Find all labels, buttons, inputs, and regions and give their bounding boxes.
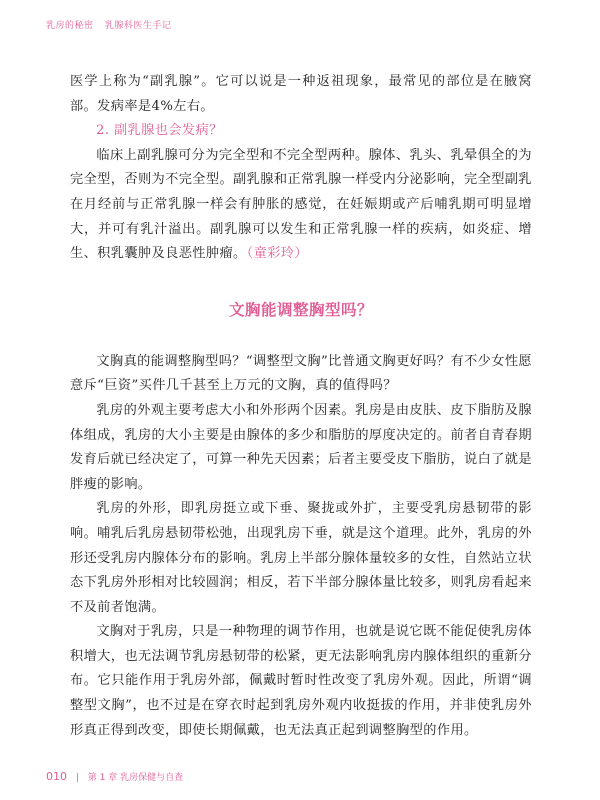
paragraph-breast-appearance: 乳房的外观主要考虑大小和外形两个因素。乳房是由皮肤、皮下脂肪及腺体组成，乳房的大小主要是由腺体的多少和脂肪的厚度决定的。前者自青春期发育后就已经决定了，可算一种先天因素；后者主要受皮下脂肪，说白了就是胖瘦的影响。	[70, 402, 532, 492]
paragraph-intro: 医学上称为“副乳腺”。它可以说是一种返祖现象，最常见的部位是在腋窝部。发病率是4%左右。	[70, 74, 532, 114]
author-credit: （童彩玲）	[246, 246, 308, 262]
section-title: 文胸能调整胸型吗？	[228, 299, 373, 319]
paragraph-text: 临床上副乳腺可分为完全型和不完全型两种。腺体、乳头、乳晕俱全的为完全型，否则为不完全型。副乳腺和正常乳腺一样受内分泌影响，完全型副乳在月经前与正常乳腺一样会有肿胀的感觉，在妊娠期或产后哺乳期可明显增大，并可有乳汁溢出。副乳腺可以发生和正常乳腺一样的疾病，如炎症、增生、积乳囊肿及良恶性肿瘤。	[70, 147, 532, 262]
paragraph-bra-question: 文胸真的能调整胸型吗？“调整型文胸”比普通文胸更好吗？有不少女性愿意斥“巨资”买件几千甚至上万元的文胸，真的值得吗？	[70, 353, 532, 394]
paragraph-breast-shape: 乳房的外形，即乳房挺立或下垂、聚拢或外扩，主要受乳房悬韧带的影响。哺乳后乳房悬韧带松弛，出现乳房下垂，就是这个道理。此外，乳房的外形还受乳房内腺体分布的影响。乳房上半部分腺体量较多的女性，自然站立状态下乳房外形相对比较圆润；相反，若下半部分腺体量比较多，则乳房看起来不及前者饱满。	[70, 501, 532, 615]
paragraph-accessory-breast-types	[70, 144, 532, 267]
footer-chapter: 第 1 章 乳房保健与自查	[87, 773, 184, 783]
paragraph-bra-effect: 文胸对于乳房，只是一种物理的调节作用，也就是说它既不能促使乳房体积增大，也无法调节乳房悬韧带的松紧，更无法影响乳房内腺体组织的重新分布。它只能作用于乳房外部，佩戴时暂时性改变了乳房外观。因此，所谓“调整型文胸”，也不过是在穿衣时起到乳房外观内收挺拔的作用，并非使乳房外形真正得到改变，即使长期佩戴，也无法真正起到调整胸型的作用。	[70, 624, 532, 738]
running-footer	[46, 770, 183, 783]
header-subtitle: 乳腺科医生手记	[104, 21, 172, 31]
header-book-title: 乳房的秘密	[46, 21, 94, 31]
running-header	[46, 18, 179, 31]
page-content	[70, 70, 532, 743]
page-number: 010	[46, 770, 67, 783]
subheading-accessory-breast-disease: 2. 副乳腺也会发病？	[96, 123, 223, 139]
footer-separator: |	[75, 773, 79, 783]
